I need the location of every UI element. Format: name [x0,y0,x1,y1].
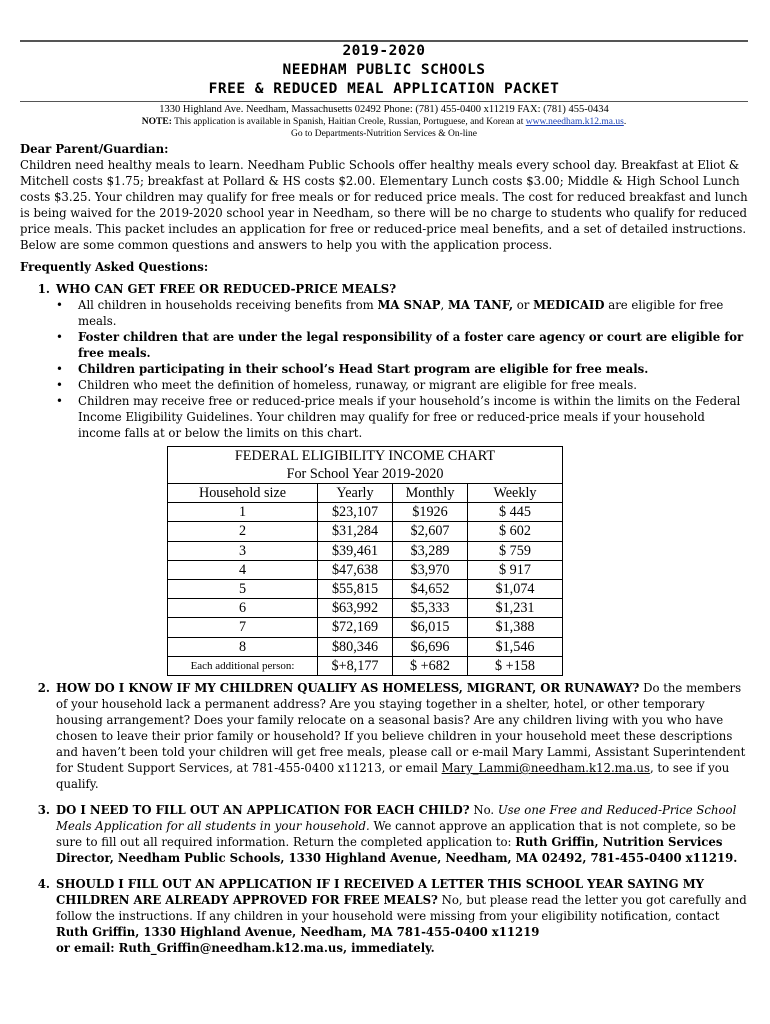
document-page [20,40,748,956]
list-item: • Children who meet the definition of homeless, runaway, or migrant are eligible for free meals. [78,377,748,393]
column-header: Weekly [468,484,563,503]
column-header: Yearly [318,484,393,503]
cell: $5,333 [393,599,468,618]
cell: $6,015 [393,618,468,637]
table-row [168,599,563,618]
cell: $ +158 [468,656,563,675]
list-item: • Children may receive free or reduced-price meals if your household’s income is within the limits on the Federal Income Eligibility Guidelines. Your children may qualify for free or reduced-price meals if your household income falls at or below the limits on this chart. [78,393,748,441]
chart-subtitle: For School Year 2019-2020 [168,465,563,484]
column-header: Monthly [393,484,468,503]
question-2 [20,680,748,792]
cell: $55,815 [318,580,393,599]
intro-paragraph: Children need healthy meals to learn. Needham Public Schools offer healthy meals every school day. Breakfast at Eliot & Mitchell costs $1.75; breakfast at Pollard & HS costs $2.00. Elementary Lunch costs $3.00; Middle & High School Lunch costs $3.25. Your children may qualify for free meals or for reduced price meals. The cost for reduced breakfast and lunch is being waived for the 2019-2020 school year in Needham, so there will be no charge to students who qualify for reduced price meals. This packet includes an application for free or reduced-price meal benefits, and a set of detailed instructions. Below are some common questions and answers to help you with the application process. [20,158,748,252]
cell: $ 602 [468,522,563,541]
answer-bold: Ruth Griffin, Nutrition Services Director, Needham Public Schools, 1330 Highland Avenue, Needham, MA 02492, 781-455-0400 x11219. [56,835,738,866]
table-row [168,580,563,599]
question-title: WHO CAN GET FREE OR REDUCED-PRICE MEALS? [56,282,397,296]
question-4 [20,876,748,956]
cell: 7 [168,618,318,637]
question-number: 2. [37,681,50,696]
question-title: HOW DO I KNOW IF MY CHILDREN QUALIFY AS HOMELESS, MIGRANT, OR RUNAWAY? [56,681,640,696]
bullet-end-text: are eligible for free meals. [78,298,724,328]
answer-no: No. [469,803,498,818]
list-item [78,361,748,377]
cell: $1,074 [468,580,563,599]
cell: $31,284 [318,522,393,541]
email-link[interactable]: Mary_Lammi@needham.k12.ma.us [441,761,650,776]
q1-bullets [20,297,748,441]
cell: $3,289 [393,541,468,560]
medicaid-text: MEDICAID [533,298,605,312]
cell: $72,169 [318,618,393,637]
table-row [168,522,563,541]
question-number: 3. [37,803,50,818]
list-item [78,297,748,329]
cell: $2,607 [393,522,468,541]
answer-bold: Ruth Griffin, 1330 Highland Avenue, Needham, MA 781-455-0400 x11219 [56,925,540,940]
answer-italic: Use one Free and Reduced-Price School Meals Application for all students in your household. [56,803,737,834]
cell: $1,546 [468,637,563,656]
cell: 3 [168,541,318,560]
cell: $1,388 [468,618,563,637]
greeting-text: Dear Parent/Guardian: [20,142,169,156]
cell: $63,992 [318,599,393,618]
note-text: This application is available in Spanish, Haitian Creole, Russian, Portuguese, and Korean at [171,117,526,127]
table-row [168,541,563,560]
question-1 [20,281,748,297]
cell: $4,652 [393,580,468,599]
header-school: NEEDHAM PUBLIC SCHOOLS [282,62,486,78]
question-title: SHOULD I FILL OUT AN APPLICATION IF I RECEIVED A LETTER THIS SCHOOL YEAR SAYING MY CHILDREN ARE ALREADY APPROVED FOR FREE MEALS? [56,877,704,908]
tanf-text: MA TANF, [447,298,514,312]
question-number: 4. [37,877,50,892]
table-row [168,503,563,522]
comma-text: , [440,298,448,312]
bullet-text: Foster children that are under the legal responsibility of a foster care agency or court are eligible for free meals. [78,330,744,360]
answer-text: Do the members of your household lack a permanent address? Are you staying together in a shelter, hotel, or other temporary housing arrangement? Does your family relocate on a seasonal basis? Are any children living with you who have chosen to leave their prior family or household? If you believe children in your household meet these descriptions and haven’t been told your children will get free meals, please call or e-mail Mary Lammi, Assistant Superintendent for Student Support Services, at 781-455-0400 x11213, or email [56,681,746,776]
cell: $ 917 [468,560,563,579]
cell: $1,231 [468,599,563,618]
table-row [168,637,563,656]
chart-title: FEDERAL ELIGIBILITY INCOME CHART [168,447,563,466]
cell: $ +682 [393,656,468,675]
header-year: 2019-2020 [342,43,426,59]
note-end: . [623,117,627,127]
list-item [78,329,748,361]
header-title: FREE & REDUCED MEAL APPLICATION PACKET [208,81,560,97]
column-header: Household size [168,484,318,503]
faq-heading [20,259,748,275]
greeting [20,141,748,157]
table-row-additional [168,656,563,675]
header-note [20,116,748,128]
cell: $ 445 [468,503,563,522]
cell: $47,638 [318,560,393,579]
header-rule [20,101,748,102]
table-row [168,560,563,579]
answer-bold-2: or email: Ruth_Griffin@needham.k12.ma.us, immediately. [56,941,435,956]
cell: $3,970 [393,560,468,579]
bullet-text: Children participating in their school’s Head Start program are eligible for free meals. [78,362,649,376]
table-header-row [168,484,563,503]
cell: 2 [168,522,318,541]
answer-text: No, but please read the letter you got carefully and follow the instructions. If any children in your household were missing from your eligibility notification, contact [56,893,747,924]
cell: 5 [168,580,318,599]
cell: $80,346 [318,637,393,656]
cell: $6,696 [393,637,468,656]
cell: $ 759 [468,541,563,560]
answer-end: , to see if you qualify. [56,761,730,792]
header-address: 1330 Highland Ave. Needham, Massachusetts 02492 Phone: (781) 455-0400 x11219 FAX: (781) 455-0434 [159,104,609,115]
snap-text: MA SNAP [377,298,441,312]
cell: Each additional person: [168,656,318,675]
header-note-line2: Go to Departments-Nutrition Services & On-line [290,129,477,139]
cell: $23,107 [318,503,393,522]
cell: 8 [168,637,318,656]
cell: 6 [168,599,318,618]
faq-heading-text: Frequently Asked Questions: [20,260,209,274]
answer-text: We cannot approve an application that is not complete, so be sure to fill out all required information. Return the completed application to: [56,819,736,850]
or-text: or [513,298,534,312]
question-number: 1. [37,282,50,296]
income-chart-table [167,446,563,676]
website-link[interactable]: www.needham.k12.ma.us [525,117,624,127]
cell: 4 [168,560,318,579]
cell: $+8,177 [318,656,393,675]
cell: $1926 [393,503,468,522]
question-3 [20,802,748,866]
note-label: NOTE: [141,117,172,127]
bullet-text: All children in households receiving benefits from [78,298,378,312]
cell: 1 [168,503,318,522]
cell: $39,461 [318,541,393,560]
table-row [168,618,563,637]
question-title: DO I NEED TO FILL OUT AN APPLICATION FOR EACH CHILD? [56,803,470,818]
